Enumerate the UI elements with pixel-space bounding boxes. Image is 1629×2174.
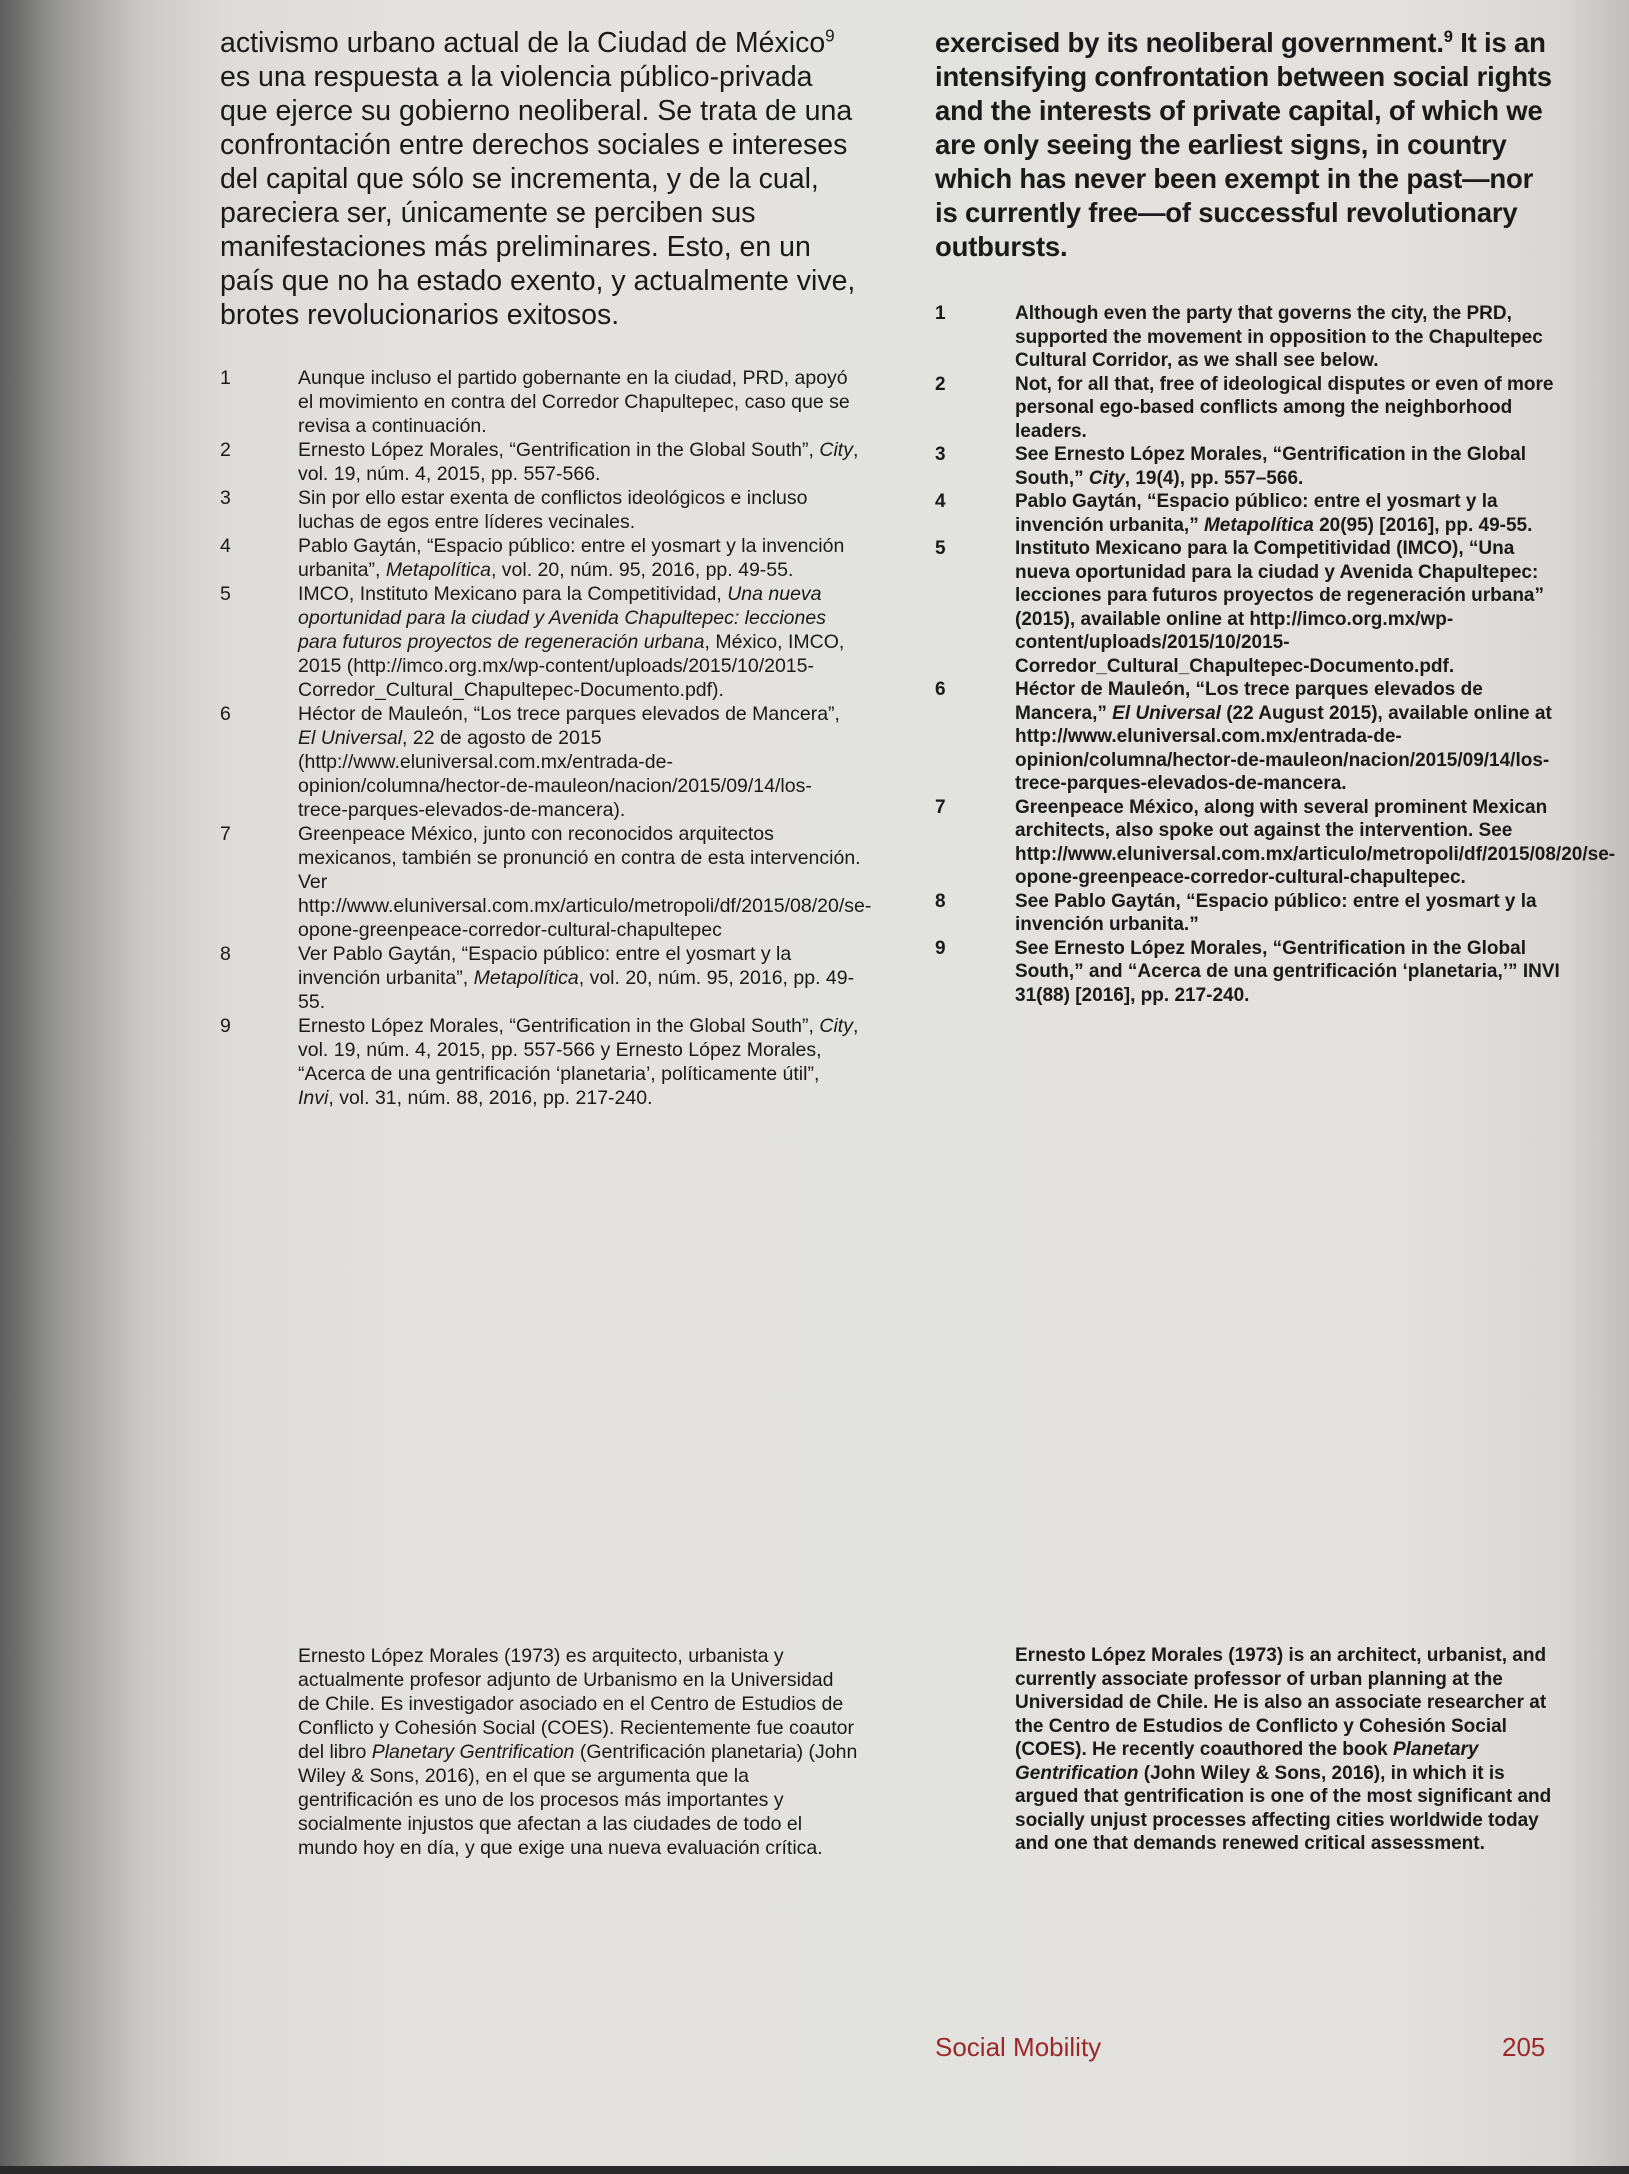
footnote-part: , 19(4), pp. 557–566. [1124,467,1304,489]
lead-es-text: activismo urbano actual de la Ciudad de México [220,27,826,59]
footnote-part: Greenpeace México, junto con reconocidos arquitectos mexicanos, también se pronunció en contra de esta intervención. Ver http://www.eluniversal.com.mx/articulo/metropoli/df/2015/08/20/se-opone-greenpeace-corredor-cultural-chapultepec [298,823,872,941]
author-bio-es [298,1644,858,1860]
footnote-number: 1 [220,367,231,389]
footnote-part: , vol. 20, núm. 95, 2016, pp. 49-55. [298,967,855,1013]
footnote-italic: Metapolítica [473,967,579,989]
footnote-part: Pablo Gaytán, “Espacio público: entre el yosmart y la invención urbanita”, [298,535,845,581]
footnote-text [298,702,860,822]
footnote [220,702,860,822]
footnote-text [298,1014,860,1110]
footnote-text [298,582,860,702]
footnote-number: 5 [220,583,231,605]
footnote-part: Although even the party that governs the city, the PRD, supported the movement in opposition to the Chapultepec Cultural Corridor, as we shall see below. [1015,303,1543,371]
footnote [935,302,1560,373]
footnote-number: 2 [220,439,231,461]
footnote-ref: 9 [825,26,835,46]
footnote-italic: El Universal [298,727,403,749]
footnote-part: (22 August 2015), available online at http://www.eluniversal.com.mx/entrada-de-opinion/columna/hector-de-mauleon/nacion/2015/09/14/los-trece-parques-elevados-de-mancera. [1015,702,1552,794]
footnotes-en [935,302,1616,1007]
footnote-part: 20(95) [2016], pp. 49-55. [1313,514,1533,536]
footnote-number: 9 [220,1015,231,1037]
footnote-text [298,438,860,486]
footnote [935,890,1560,937]
footnote-part: Ernesto López Morales, “Gentrification in the Global South”, [298,439,820,461]
footnote [220,534,860,582]
footnote-number: 5 [935,538,946,559]
footnote [220,438,860,486]
footnote-part: , vol. 19, núm. 4, 2015, pp. 557-566 y Ernesto López Morales, “Acerca de una gentrificación ‘planetaria’, políticamente útil”, [298,1015,859,1085]
footnote-text [1015,302,1560,373]
lead-paragraph-es [220,26,860,332]
footnote [935,373,1560,444]
footnote-part: Ver Pablo Gaytán, “Espacio público: entre el yosmart y la invención urbanita”, [298,943,792,989]
footnote [935,796,1616,890]
bio-es-text: Ernesto López Morales (1973) es arquitecto, urbanista y actualmente profesor adjunto de Urbanismo en la Universidad de Chile. Es investigador asociado en el Centro de Estudios de Conflicto y Cohesión Social (COES). Recientemente fue coautor del libro [298,1645,855,1763]
footnote-italic: El Universal [1112,702,1221,724]
footnote-text [1015,678,1560,796]
footnote-text [298,534,860,582]
footnote-part: Greenpeace México, along with several prominent Mexican architects, also spoke out against the intervention. See http://www.eluniversal.com.mx/articulo/metropoli/df/2015/08/20/se-opone-greenpeace-corredor-cultural-chapultepec. [1015,796,1616,888]
footnote-part: See Ernesto López Morales, “Gentrification in the Global South,” [1015,444,1526,489]
footnote-text [1015,537,1560,678]
footnote-italic: City [1088,467,1125,489]
footnote-part: , vol. 19, núm. 4, 2015, pp. 557-566. [298,439,859,485]
footnote-part: See Pablo Gaytán, “Espacio público: entre el yosmart y la invención urbanita.” [1015,890,1537,935]
footnote-number: 8 [220,943,231,965]
footnote-number: 7 [935,796,946,818]
footnote-number: 4 [935,491,946,512]
footnote-number: 8 [935,890,946,912]
page-edge [0,2166,1629,2174]
footnote-part: Instituto Mexicano para la Competitividad (IMCO), “Una nueva oportunidad para la ciudad y Avenida Chapultepec: lecciones para futuros proyectos de regeneración urbana” (2015), available online at http://imco.org.mx/wp-content/uploads/2015/10/2015-Corredor_Cultural_Chapultepec-Documento.pdf. [1015,538,1544,677]
lead-en-text-cont: It is an intensifying confrontation between social rights and the interests of private capital, of which we are only seeing the earliest signs, in country which has never been exempt in the past—nor is currently free—of successful revolutionary outbursts. [935,27,1552,262]
footnote-part: Ernesto López Morales, “Gentrification in the Global South”, [298,1015,820,1037]
footnote-number: 6 [935,679,946,700]
footnote-text [298,366,860,438]
footnote-part: , 22 de agosto de 2015 (http://www.eluniversal.com.mx/entrada-de-opinion/columna/hector-de-mauleon/nacion/2015/09/14/los-trece-parques-elevados-de-mancera). [298,727,812,821]
footnote-part: Not, for all that, free of ideological disputes or even of more personal ego-based conflicts among the neighborhood leaders. [1015,373,1554,442]
footnote-part: , vol. 31, núm. 88, 2016, pp. 217-240. [328,1087,653,1109]
footnote-part: Héctor de Mauleón, “Los trece parques elevados de Mancera”, [298,703,840,725]
author-bio-en [1015,1644,1560,1856]
footnote-text [1015,443,1560,490]
footnote-text [1015,490,1560,537]
footnote-number: 4 [220,535,231,557]
lead-paragraph-en [935,26,1560,264]
bio-es-book-title: Planetary Gentrification [371,1741,575,1763]
page-number: 205 [1502,2032,1546,2062]
footnote-part: Pablo Gaytán, “Espacio público: entre el yosmart y la invención urbanita,” [1015,491,1498,536]
footnote-text [1015,796,1615,890]
footnote [935,490,1560,537]
footnote-number: 7 [220,823,231,845]
footnote-number: 3 [220,487,231,509]
lead-es-text-cont: es una respuesta a la violencia público-privada que ejerce su gobierno neoliberal. Se trata de una confrontación entre derechos sociales e intereses del capital que sólo se incrementa, y de la cual, pareciera ser, únicamente se perciben sus manifestaciones más preliminares. Esto, en un país que no ha estado exento, y actualmente vive, brotes revolucionarios exitosos. [220,61,856,331]
footnote-text [298,822,871,942]
footnote-text [1015,937,1560,1008]
footnote-number: 1 [935,303,946,324]
footnote-number: 9 [935,937,946,959]
running-footer-section: Social Mobility [935,2032,1102,2062]
footnote-number: 2 [935,373,946,395]
footnote-italic: Una nueva oportunidad para la ciudad y Avenida Chapultepec: lecciones para futuros proyectos de regeneración urbana [298,583,826,653]
footnote [220,942,860,1014]
footnote [220,1014,860,1110]
footnote-part: , México, IMCO, 2015 (http://imco.org.mx/wp-content/uploads/2015/10/2015-Corredor_Cultural_Chapultepec-Documento.pdf). [298,631,845,701]
footnote-italic: Invi [298,1087,329,1109]
footnote-part: Sin por ello estar exenta de conflictos ideológicos e incluso luchas de egos entre líderes vecinales. [298,487,808,533]
bio-en-text-cont: (John Wiley & Sons, 2016), in which it is argued that gentrification is one of the most significant and socially unjust processes affecting cities worldwide today and one that demands renewed critical assessment. [1015,1762,1552,1854]
footnote [220,822,872,942]
footnote [220,366,860,438]
footnote-part: Héctor de Mauleón, “Los trece parques elevados de Mancera,” [1015,679,1483,724]
footnote-text [1015,890,1560,937]
footnote [220,582,860,702]
bio-es-text-cont: (Gentrificación planetaria) (John Wiley & Sons, 2016), en el que se argumenta que la gentrificación es uno de los procesos más importantes y socialmente injustos que afectan a las ciudades de todo el mundo hoy en día, y que exige una nueva evaluación crítica. [298,1741,858,1859]
footnote-number: 6 [220,703,231,725]
footnote-part: Aunque incluso el partido gobernante en la ciudad, PRD, apoyó el movimiento en contra del Corredor Chapultepec, caso que se revisa a continuación. [298,367,850,437]
lead-en-text: exercised by its neoliberal government. [935,27,1444,58]
footnote-part: IMCO, Instituto Mexicano para la Competitividad, [298,583,728,605]
footnote-italic: Metapolítica [385,559,491,581]
footnote-part: See Ernesto López Morales, “Gentrification in the Global South,” and “Acerca de una gentrificación ‘planetaria,’” INVI 31(88) [2016], pp. 217-240. [1015,937,1560,1006]
footnote [220,486,860,534]
footnote-number: 3 [935,444,946,465]
footnote [935,678,1560,796]
footnote [935,537,1560,678]
footnotes-es [220,366,872,1110]
footnote-italic: City [819,1015,853,1037]
footnote-ref: 9 [1443,27,1453,46]
footnote [935,443,1560,490]
footnote-text [298,486,860,534]
footnote-text [1015,373,1560,444]
bio-en-text: Ernesto López Morales (1973) is an architect, urbanist, and currently associate professor of urban planning at the Universidad de Chile. He is also an associate researcher at the Centro de Estudios de Conflicto y Cohesión Social (COES). He recently coauthored the book [1015,1645,1547,1760]
footnote-italic: City [819,439,853,461]
footnote-part: , vol. 20, núm. 95, 2016, pp. 49-55. [490,559,794,581]
bio-en-book-title: Planetary Gentrification [1015,1739,1479,1784]
footnote-text [298,942,860,1014]
footnote-italic: Metapolítica [1203,514,1314,536]
footnote [935,937,1560,1008]
